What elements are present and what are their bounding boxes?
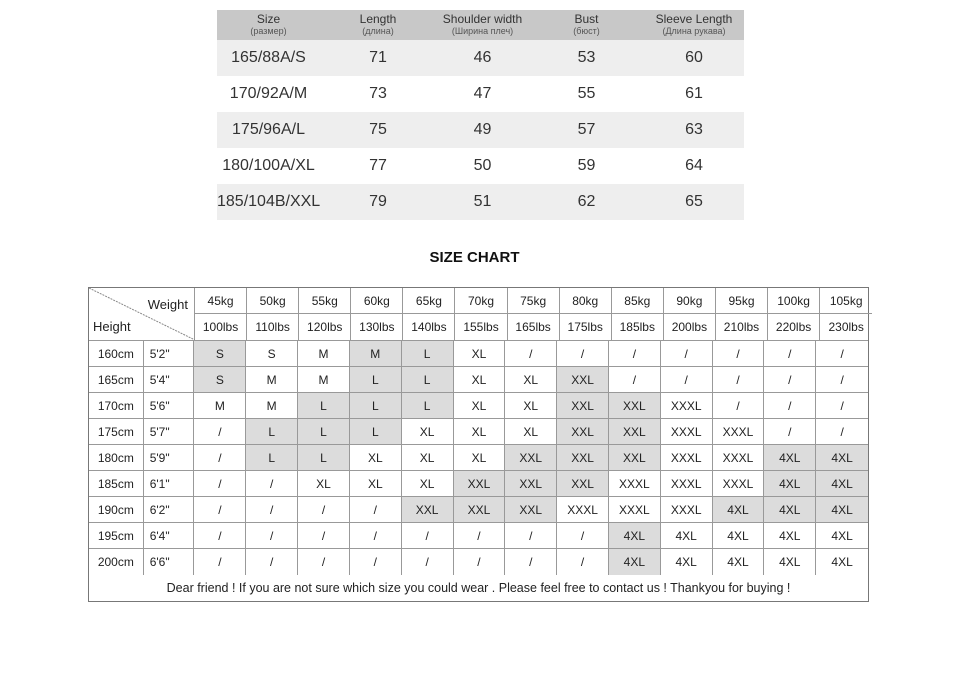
measurement-cell: 170/92A/M [229, 85, 308, 102]
weight-kg-cell: 75kg [508, 288, 560, 313]
size-cell: XXL [505, 471, 557, 496]
size-cell: / [402, 523, 454, 548]
weight-kg-cell: 100kg [768, 288, 820, 313]
size-cell: XL [505, 367, 557, 392]
size-row [89, 471, 868, 497]
measurement-header-cell [436, 10, 529, 40]
header-label: Size [256, 12, 281, 26]
size-cell: L [402, 393, 454, 418]
header-sublabel: (Ширина плеч) [451, 26, 514, 36]
size-cell: / [402, 549, 454, 575]
measurement-cell: 165/88A/S [231, 49, 306, 66]
measurement-header [217, 10, 744, 40]
weight-lbs-cell: 210lbs [716, 314, 768, 340]
measurement-row [217, 40, 744, 76]
size-cell: XXXL [609, 471, 661, 496]
measurement-cell: 60 [685, 49, 703, 66]
size-chart-grid [88, 287, 869, 602]
lbs-row [195, 314, 872, 340]
size-row [89, 393, 868, 419]
size-cell: 4XL [764, 497, 816, 522]
size-chart-body [89, 341, 868, 575]
measurement-cell: 73 [369, 85, 387, 102]
size-row [89, 549, 868, 575]
size-cell: / [246, 523, 298, 548]
size-cell: / [840, 346, 844, 361]
weight-headers [195, 288, 872, 340]
corner-cell [89, 288, 195, 340]
header-sublabel: (длина) [362, 26, 394, 36]
size-cell: XL [454, 393, 506, 418]
size-cell: XL [505, 393, 557, 418]
size-cell: S [246, 341, 298, 366]
size-cell: M [246, 367, 298, 392]
size-cell: 4XL [831, 528, 853, 543]
size-cell: 4XL [713, 497, 765, 522]
size-cell: XL [454, 341, 506, 366]
height-cm-cell: 165cm [89, 367, 144, 392]
measurement-header-cell [644, 10, 744, 40]
size-cell: 4XL [764, 471, 816, 496]
measurement-cell: 71 [369, 49, 387, 66]
size-cell: 4XL [764, 445, 816, 470]
size-cell: / [713, 393, 765, 418]
size-cell: 4XL [764, 549, 816, 575]
size-cell: XXL [609, 393, 661, 418]
weight-lbs-cell: 155lbs [455, 314, 507, 340]
header-label: Bust [574, 12, 599, 26]
size-cell: / [350, 549, 402, 575]
height-ft-cell: 5'2" [144, 341, 195, 366]
measurement-cell: 55 [577, 85, 596, 102]
measurement-cell: 59 [577, 157, 596, 174]
height-cm-cell: 160cm [89, 341, 144, 366]
size-cell: / [194, 549, 246, 575]
weight-kg-cell: 45kg [195, 288, 247, 313]
size-cell: XL [454, 367, 506, 392]
weight-kg-cell: 85kg [612, 288, 664, 313]
measurement-cell: 57 [577, 121, 596, 138]
weight-lbs-cell: 220lbs [768, 314, 820, 340]
size-cell: M [350, 341, 402, 366]
size-cell: / [194, 419, 246, 444]
size-cell: L [402, 367, 454, 392]
weight-kg-cell: 65kg [403, 288, 455, 313]
size-cell: / [764, 367, 816, 392]
size-cell: / [246, 549, 298, 575]
height-ft-cell: 5'9" [144, 445, 195, 470]
size-cell: / [840, 398, 844, 413]
size-cell: / [661, 367, 713, 392]
size-cell: / [505, 523, 557, 548]
size-cell: XXL [454, 497, 506, 522]
measurement-cell: 175/96A/L [232, 121, 305, 138]
measurement-cell: 185/104B/XXL [217, 193, 321, 210]
measurement-row [217, 184, 744, 220]
weight-kg-cell: 50kg [247, 288, 299, 313]
height-cm-cell: 185cm [89, 471, 144, 496]
size-cell: 4XL [609, 523, 661, 548]
measurement-cell: 61 [685, 85, 703, 102]
height-cm-cell: 190cm [89, 497, 144, 522]
weight-lbs-cell: 200lbs [664, 314, 716, 340]
height-cm-cell: 170cm [89, 393, 144, 418]
size-row [89, 419, 868, 445]
size-cell: XXL [557, 419, 609, 444]
size-row [89, 445, 868, 471]
header-label: Length [359, 12, 397, 26]
size-cell: XXXL [661, 497, 713, 522]
size-cell: XXXL [661, 393, 713, 418]
size-cell: / [194, 445, 246, 470]
height-ft-cell: 6'1" [144, 471, 195, 496]
measurement-header-cell [320, 10, 436, 40]
size-cell: M [246, 393, 298, 418]
height-ft-cell: 6'4" [144, 523, 195, 548]
size-cell: L [246, 419, 298, 444]
weight-kg-cell: 55kg [299, 288, 351, 313]
size-cell: 4XL [713, 523, 765, 548]
measurement-row [217, 112, 744, 148]
measurement-cell: 53 [577, 49, 596, 66]
size-cell: 4XL [764, 523, 816, 548]
header-sublabel: (размер) [250, 26, 287, 36]
measurement-cell: 47 [473, 85, 492, 102]
size-cell: XL [350, 471, 402, 496]
weight-kg-cell: 80kg [560, 288, 612, 313]
size-cell: / [505, 341, 557, 366]
weight-lbs-cell: 185lbs [612, 314, 664, 340]
size-cell: / [246, 497, 298, 522]
weight-kg-cell: 60kg [351, 288, 403, 313]
size-cell: / [505, 549, 557, 575]
size-cell: / [298, 497, 350, 522]
size-cell: XXL [609, 419, 661, 444]
height-ft-cell: 6'2" [144, 497, 195, 522]
weight-label: Weight [147, 297, 188, 312]
size-cell: 4XL [816, 497, 868, 522]
size-cell: / [557, 549, 609, 575]
height-ft-cell: 5'7" [144, 419, 195, 444]
size-cell: / [764, 341, 816, 366]
weight-kg-cell: 70kg [455, 288, 507, 313]
size-cell: XXXL [557, 497, 609, 522]
size-cell: XL [402, 419, 454, 444]
weight-lbs-cell: 175lbs [560, 314, 612, 340]
size-cell: 4XL [713, 549, 765, 575]
height-cm-cell: 175cm [89, 419, 144, 444]
size-cell: / [609, 367, 661, 392]
size-cell: M [194, 393, 246, 418]
height-ft-cell: 5'6" [144, 393, 195, 418]
measurement-cell: 50 [473, 157, 492, 174]
weight-lbs-cell: 165lbs [508, 314, 560, 340]
measurement-cell: 180/100A/XL [222, 157, 315, 174]
height-label: Height [93, 319, 131, 334]
measurement-row [217, 148, 744, 184]
kg-row [195, 288, 872, 314]
weight-lbs-cell: 130lbs [351, 314, 403, 340]
size-cell: XXL [609, 445, 661, 470]
header-label: Sleeve Length [655, 12, 733, 26]
size-cell: XXL [557, 471, 609, 496]
size-cell: XL [402, 445, 454, 470]
size-cell: XXXL [661, 471, 713, 496]
header-label: Shoulder width [442, 12, 523, 26]
header-sublabel: (Длина рукава) [662, 26, 726, 36]
measurement-cell: 46 [473, 49, 492, 66]
size-cell: 4XL [609, 549, 661, 575]
size-cell: XXXL [713, 471, 765, 496]
size-cell: XL [454, 419, 506, 444]
size-cell: XXXL [713, 419, 765, 444]
size-cell: XXL [505, 445, 557, 470]
size-cell: L [350, 419, 402, 444]
size-cell: 4XL [831, 555, 853, 569]
size-cell: XXL [557, 445, 609, 470]
measurement-cell: 51 [473, 193, 492, 210]
size-row [89, 367, 868, 393]
weight-lbs-cell: 100lbs [195, 314, 247, 340]
size-row [89, 341, 868, 367]
size-cell: XXL [402, 497, 454, 522]
size-cell: L [298, 393, 350, 418]
size-cell: / [194, 471, 246, 496]
size-cell: 4XL [816, 471, 868, 496]
weight-lbs-cell: 110lbs [247, 314, 299, 340]
size-cell: / [713, 341, 765, 366]
size-cell: / [194, 523, 246, 548]
size-cell: XXXL [713, 445, 765, 470]
size-cell: S [194, 341, 246, 366]
size-cell: XL [298, 471, 350, 496]
height-ft-cell: 6'6" [144, 549, 195, 575]
size-cell: / [764, 419, 816, 444]
measurement-header-cell [217, 10, 320, 40]
size-cell: / [713, 367, 765, 392]
size-cell: XXXL [661, 419, 713, 444]
size-cell: / [557, 341, 609, 366]
measurement-row [217, 76, 744, 112]
measurement-header-cell [529, 10, 644, 40]
size-cell: 4XL [816, 445, 868, 470]
size-cell: / [661, 341, 713, 366]
size-cell: L [402, 341, 454, 366]
size-row [89, 523, 868, 549]
size-cell: L [350, 393, 402, 418]
size-cell: / [764, 393, 816, 418]
size-cell: / [298, 523, 350, 548]
weight-kg-cell: 105kg [829, 293, 863, 308]
size-chart-header [89, 288, 868, 341]
size-cell: L [298, 419, 350, 444]
measurement-cell: 79 [369, 193, 387, 210]
size-cell: XL [454, 445, 506, 470]
size-cell: / [246, 471, 298, 496]
measurement-cell: 63 [685, 121, 703, 138]
size-cell: L [298, 445, 350, 470]
size-chart-title: SIZE CHART [429, 249, 520, 266]
footer-note: Dear friend ! If you are not sure which size you could wear . Please feel free to contact us ! Thankyou for buying ! [166, 581, 791, 595]
size-cell: / [298, 549, 350, 575]
size-cell: L [350, 367, 402, 392]
weight-lbs-cell: 230lbs [828, 320, 864, 334]
size-cell: / [840, 424, 844, 439]
size-cell: XL [505, 419, 557, 444]
size-cell: XXL [557, 367, 609, 392]
size-cell: L [246, 445, 298, 470]
height-ft-cell: 5'4" [144, 367, 195, 392]
header-sublabel: (бюст) [573, 26, 600, 36]
size-cell: / [454, 549, 506, 575]
size-cell: XXL [557, 393, 609, 418]
height-cm-cell: 180cm [89, 445, 144, 470]
height-cm-cell: 200cm [89, 549, 144, 575]
size-cell: XXL [505, 497, 557, 522]
weight-lbs-cell: 120lbs [299, 314, 351, 340]
measurement-cell: 64 [685, 157, 703, 174]
size-cell: S [194, 367, 246, 392]
size-cell: / [454, 523, 506, 548]
measurement-cell: 62 [577, 193, 596, 210]
weight-lbs-cell: 140lbs [403, 314, 455, 340]
size-cell: M [298, 367, 350, 392]
size-cell: / [557, 523, 609, 548]
size-cell: XL [350, 445, 402, 470]
weight-kg-cell: 95kg [716, 288, 768, 313]
weight-kg-cell: 90kg [664, 288, 716, 313]
size-cell: / [194, 497, 246, 522]
measurement-cell: 77 [369, 157, 387, 174]
size-cell: 4XL [661, 549, 713, 575]
size-cell: XL [402, 471, 454, 496]
size-cell: / [350, 497, 402, 522]
measurement-table [217, 10, 744, 220]
measurement-cell: 49 [473, 121, 492, 138]
measurement-cell: 75 [369, 121, 387, 138]
size-cell: / [840, 372, 844, 387]
size-cell: / [350, 523, 402, 548]
height-cm-cell: 195cm [89, 523, 144, 548]
measurement-cell: 65 [685, 193, 703, 210]
size-row [89, 497, 868, 523]
size-cell: / [609, 341, 661, 366]
size-cell: XXXL [609, 497, 661, 522]
size-cell: M [298, 341, 350, 366]
size-cell: XXL [454, 471, 506, 496]
size-cell: 4XL [661, 523, 713, 548]
size-cell: XXXL [661, 445, 713, 470]
